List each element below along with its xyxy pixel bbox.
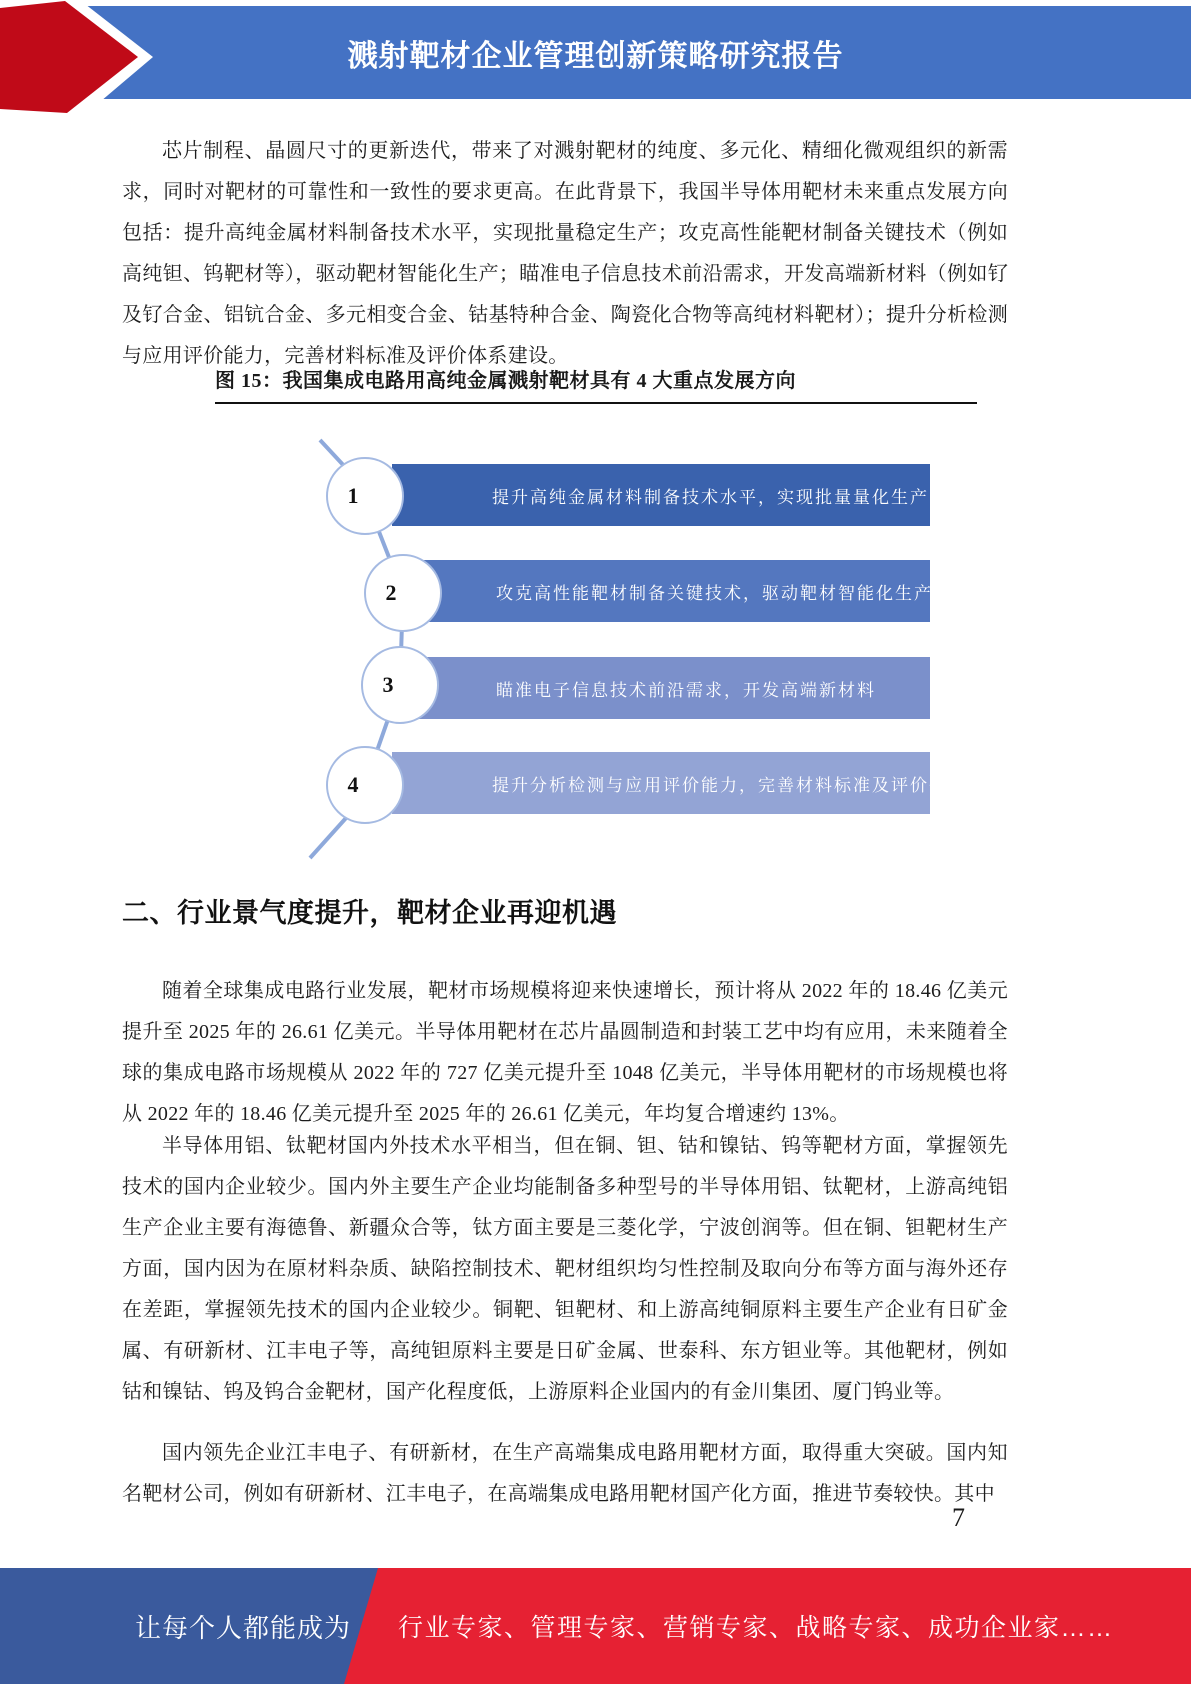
step-bar-3 xyxy=(418,657,930,719)
step-bar-2 xyxy=(418,560,933,622)
step-circle-4 xyxy=(326,746,404,824)
page-number: 7 xyxy=(952,1503,965,1532)
step-number-2: 2 xyxy=(385,580,397,605)
step-number-3: 3 xyxy=(382,672,394,697)
step-bar-1 xyxy=(392,464,930,526)
paragraph-competition: 半导体用铝、钛靶材国内外技术水平相当，但在铜、钽、钴和镍钴、钨等靶材方面，掌握领先技术的国内企业较少。国内外主要生产企业均能制备多种型号的半导体用铝、钛靶材，上游高纯铝生产企业主要有海德鲁、新疆众合等，钛方面主要是三菱化学，宁波创润等。但在铜、钽靶材生产方面，国内因为在原材料杂质、缺陷控制技术、靶材组织均匀性控制及取向分布等方面与海外还存在差距，掌握领先技术的国内企业较少。铜靶、钽靶材、和上游高纯铜原料主要生产企业有日矿金属、有研新材、江丰电子等，高纯钽原料主要是日矿金属、世泰科、东方钽业等。其他靶材，例如钴和镍钴、钨及钨合金靶材，国产化程度低，上游原料企业国内的有金川集团、厦门钨业等。 xyxy=(122,1135,1008,1403)
section-heading: 二、行业景气度提升，靶材企业再迎机遇 xyxy=(122,898,617,928)
step-label-2: 攻克高性能靶材制备关键技术，驱动靶材智能化生产 xyxy=(496,583,933,603)
figure-four-directions xyxy=(300,432,1005,860)
step-bar-4 xyxy=(392,752,1005,814)
page-title: 溅射靶材企业管理创新策略研究报告 xyxy=(347,39,844,73)
step-label-4: 提升分析检测与应用评价能力，完善材料标准及评价体系建设 xyxy=(492,775,1005,795)
step-circle-2 xyxy=(364,554,442,632)
step-label-1: 提升高纯金属材料制备技术水平，实现批量量化生产 xyxy=(492,487,929,507)
step-circle-3 xyxy=(361,646,439,724)
footer-slogan-left: 让每个人都能成为 xyxy=(135,1612,352,1643)
footer-band xyxy=(0,1568,1191,1684)
paragraph-leading-companies: 国内领先企业江丰电子、有研新材，在生产高端集成电路用靶材方面，取得重大突破。国内知名靶材公司，例如有研新材、江丰电子，在高端集成电路用靶材国产化方面，推进节奏较快。其中 xyxy=(122,1442,1008,1505)
step-number-4: 4 xyxy=(347,772,359,797)
step-number-1: 1 xyxy=(347,483,359,508)
footer-slogan-right: 行业专家、管理专家、营销专家、战略专家、成功企业家…… xyxy=(398,1614,1114,1642)
step-circle-1 xyxy=(326,457,404,535)
step-label-3: 瞄准电子信息技术前沿需求，开发高端新材料 xyxy=(496,680,876,700)
figure-caption: 图 15：我国集成电路用高纯金属溅射靶材具有 4 大重点发展方向 xyxy=(215,364,977,404)
paragraph-intro: 芯片制程、晶圆尺寸的更新迭代，带来了对溅射靶材的纯度、多元化、精细化微观组织的新需求，同时对靶材的可靠性和一致性的要求更高。在此背景下，我国半导体用靶材未来重点发展方向包括：提升高纯金属材料制备技术水平，实现批量稳定生产；攻克高性能靶材制备关键技术（例如高纯钽、钨靶材等），驱动靶材智能化生产；瞄准电子信息技术前沿需求，开发高端新材料（例如钌及钌合金、铝钪合金、多元相变合金、钴基特种合金、陶瓷化合物等高纯材料靶材）；提升分析检测与应用评价能力，完善材料标准及评价体系建设。 xyxy=(122,140,1008,367)
paragraph-market-growth: 随着全球集成电路行业发展，靶材市场规模将迎来快速增长，预计将从 2022 年的 18.46 亿美元提升至 2025 年的 26.61 亿美元。半导体用靶材在芯片晶圆制造和封装工艺中均有应用，未来随着全球的集成电路市场规模从 2022 年的 727 亿美元提升至 1048 亿美元，半导体用靶材的市场规模也将从 2022 年的 18.46 亿美元提升至 2025 年的 26.61 亿美元，年均复合增速约 13%。 xyxy=(122,980,1008,1125)
